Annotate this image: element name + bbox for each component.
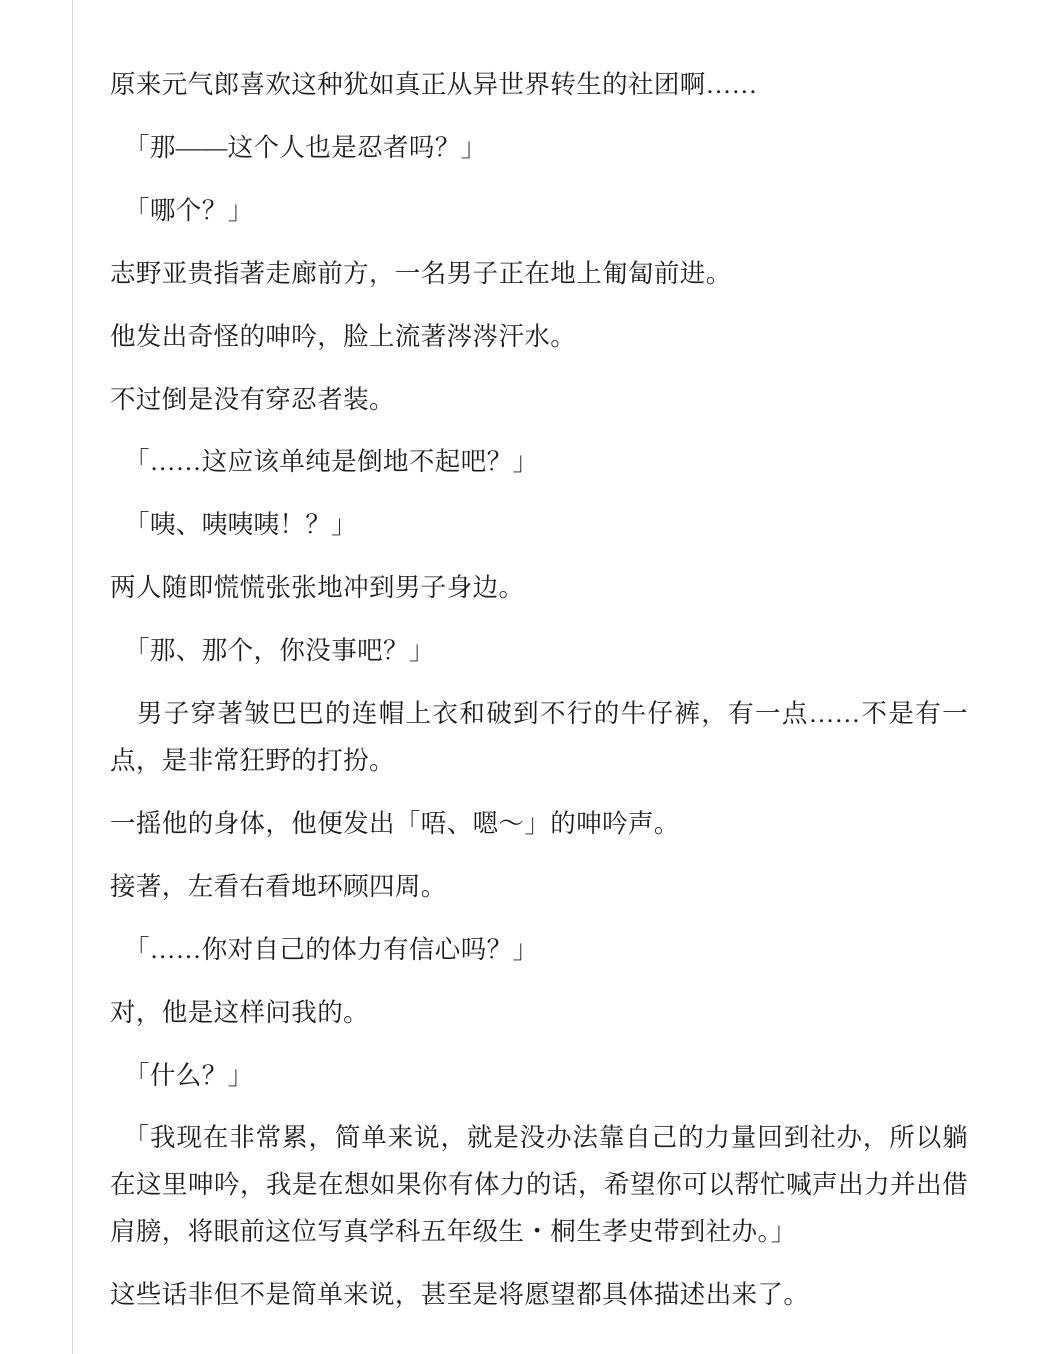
paragraph: 「咦、咦咦咦！？」: [124, 510, 358, 540]
paragraph: 志野亚贵指著走廊前方，一名男子正在地上匍匐前进。: [110, 258, 732, 288]
paragraph: 一摇他的身体，他便发出「唔、嗯～」的呻吟声。: [110, 808, 680, 838]
paragraph: 「那——这个人也是忍者吗？」: [124, 132, 487, 162]
paragraph: 「那、那个，你没事吧？」: [124, 636, 435, 666]
paragraph: 「……这应该单纯是倒地不起吧？」: [124, 447, 539, 477]
paragraph: 男子穿著皱巴巴的连帽上衣和破到不行的牛仔裤，有一点……不是有一点，是非常狂野的打扮。: [110, 699, 968, 775]
paragraph: 「我现在非常累，简单来说，就是没办法靠自己的力量回到社办，所以躺在这里呻吟，我是在想如果你有体力的话，希望你可以帮忙喊声出力并出借肩膀，将眼前这位写真学科五年级生・桐生孝史带到社办。」: [110, 1123, 968, 1247]
paragraph: 两人随即慌慌张张地冲到男子身边。: [110, 573, 525, 603]
paragraph: 原来元气郎喜欢这种犹如真正从异世界转生的社团啊……: [110, 70, 758, 99]
paragraph: 对，他是这样问我的。: [110, 997, 370, 1027]
paragraph: 接著，左看右看地环顾四周。: [110, 871, 447, 901]
paragraph: 「哪个？」: [124, 195, 254, 225]
paragraph: 他发出奇怪的呻吟，脸上流著涔涔汗水。: [110, 321, 577, 351]
paragraph: 不过倒是没有穿忍者装。: [110, 384, 395, 414]
paragraph: 「……你对自己的体力有信心吗？」: [124, 934, 539, 964]
paragraph: 「什么？」: [124, 1060, 254, 1090]
paragraph: 这些话非但不是简单来说，甚至是将愿望都具体描述出来了。: [110, 1280, 810, 1310]
